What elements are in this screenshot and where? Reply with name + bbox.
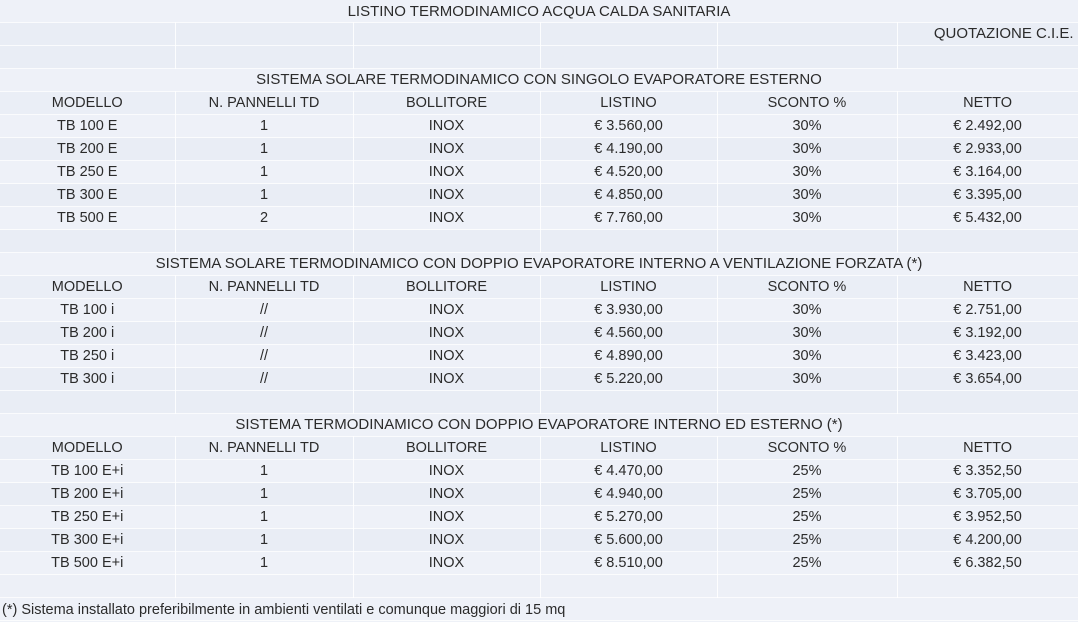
spacer-cell — [897, 230, 1078, 253]
table-row — [0, 138, 1078, 161]
section-title-cell — [0, 414, 1078, 437]
table-row — [0, 506, 1078, 529]
cell-netto: € 3.952,50 — [897, 506, 1078, 529]
cell-netto: € 5.432,00 — [897, 207, 1078, 230]
spacer-row — [0, 575, 1078, 598]
cell-n-pannelli-td: 1 — [175, 161, 353, 184]
spacer-cell — [175, 391, 353, 414]
cell-bollitore: INOX — [353, 299, 540, 322]
cell-n-pannelli-td: // — [175, 345, 353, 368]
cell-sconto: 30% — [717, 184, 897, 207]
document-title-cell — [0, 0, 1078, 23]
column-header-3: LISTINO — [540, 92, 717, 115]
cell-netto: € 6.382,50 — [897, 552, 1078, 575]
column-header-4: SCONTO % — [717, 437, 897, 460]
cell-modello: TB 300 E+i — [0, 529, 175, 552]
cell-sconto: 30% — [717, 161, 897, 184]
footnote-text: (*) Sistema installato preferibilmente in ambienti ventilati e comunque maggiori di 15 mq — [2, 602, 566, 618]
cell-netto: € 2.933,00 — [897, 138, 1078, 161]
cell-sconto: 30% — [717, 207, 897, 230]
cell-n-pannelli-td: 1 — [175, 529, 353, 552]
table-row — [0, 460, 1078, 483]
cell-bollitore: INOX — [353, 483, 540, 506]
cell-listino: € 4.940,00 — [540, 483, 717, 506]
cell-n-pannelli-td: // — [175, 322, 353, 345]
cell-netto: € 2.492,00 — [897, 115, 1078, 138]
table-row — [0, 207, 1078, 230]
cell-bollitore: INOX — [353, 161, 540, 184]
quotation-cell — [897, 23, 1078, 46]
column-header-row — [0, 437, 1078, 460]
cell-sconto: 25% — [717, 483, 897, 506]
column-header-1: N. PANNELLI TD — [175, 437, 353, 460]
section-title-row — [0, 253, 1078, 276]
cell-bollitore: INOX — [353, 184, 540, 207]
cell-sconto: 25% — [717, 460, 897, 483]
spacer-cell — [0, 46, 175, 69]
spacer-row — [0, 46, 1078, 69]
spacer-cell — [0, 230, 175, 253]
column-header-row — [0, 92, 1078, 115]
cell-modello: TB 200 i — [0, 322, 175, 345]
cell-netto: € 3.423,00 — [897, 345, 1078, 368]
cell-listino: € 4.470,00 — [540, 460, 717, 483]
cell-sconto: 30% — [717, 345, 897, 368]
cell-netto: € 4.200,00 — [897, 529, 1078, 552]
cell-listino: € 5.270,00 — [540, 506, 717, 529]
cell-modello: TB 500 E+i — [0, 552, 175, 575]
cell-netto: € 3.352,50 — [897, 460, 1078, 483]
column-header-5: NETTO — [897, 437, 1078, 460]
spacer-cell — [353, 46, 540, 69]
cell-n-pannelli-td: 1 — [175, 184, 353, 207]
cell-sconto: 30% — [717, 368, 897, 391]
cell-listino: € 4.520,00 — [540, 161, 717, 184]
quotation-spacer-cell — [540, 23, 717, 46]
quotation-spacer-cell — [353, 23, 540, 46]
cell-bollitore: INOX — [353, 506, 540, 529]
table-row — [0, 345, 1078, 368]
cell-modello: TB 300 E — [0, 184, 175, 207]
column-header-0: MODELLO — [0, 276, 175, 299]
table-row — [0, 161, 1078, 184]
spacer-cell — [897, 46, 1078, 69]
quotation-spacer-cell — [0, 23, 175, 46]
page-title: LISTINO TERMODINAMICO ACQUA CALDA SANITARIA — [347, 3, 731, 20]
section-title-row — [0, 414, 1078, 437]
document-title-row — [0, 0, 1078, 23]
column-header-5: NETTO — [897, 276, 1078, 299]
cell-bollitore: INOX — [353, 115, 540, 138]
spacer-cell — [540, 46, 717, 69]
cell-netto: € 2.751,00 — [897, 299, 1078, 322]
cell-bollitore: INOX — [353, 552, 540, 575]
cell-sconto: 30% — [717, 138, 897, 161]
cell-n-pannelli-td: // — [175, 368, 353, 391]
spacer-cell — [353, 575, 540, 598]
section-title-cell — [0, 69, 1078, 92]
quotation-row — [0, 23, 1078, 46]
section-title-cell — [0, 253, 1078, 276]
cell-listino: € 4.190,00 — [540, 138, 717, 161]
column-header-2: BOLLITORE — [353, 92, 540, 115]
cell-listino: € 8.510,00 — [540, 552, 717, 575]
cell-modello: TB 500 E — [0, 207, 175, 230]
section-title: SISTEMA SOLARE TERMODINAMICO CON SINGOLO EVAPORATORE ESTERNO — [256, 71, 822, 88]
cell-listino: € 4.560,00 — [540, 322, 717, 345]
cell-n-pannelli-td: 1 — [175, 138, 353, 161]
section-title: SISTEMA TERMODINAMICO CON DOPPIO EVAPORATORE INTERNO ED ESTERNO (*) — [235, 416, 843, 433]
table-row — [0, 115, 1078, 138]
column-header-3: LISTINO — [540, 276, 717, 299]
cell-listino: € 4.890,00 — [540, 345, 717, 368]
cell-netto: € 3.395,00 — [897, 184, 1078, 207]
spacer-cell — [717, 46, 897, 69]
spacer-row — [0, 230, 1078, 253]
cell-netto: € 3.705,00 — [897, 483, 1078, 506]
cell-sconto: 25% — [717, 529, 897, 552]
cell-listino: € 7.760,00 — [540, 207, 717, 230]
column-header-1: N. PANNELLI TD — [175, 92, 353, 115]
column-header-1: N. PANNELLI TD — [175, 276, 353, 299]
cell-modello: TB 250 E+i — [0, 506, 175, 529]
spacer-cell — [897, 391, 1078, 414]
cell-modello: TB 200 E — [0, 138, 175, 161]
spacer-row — [0, 391, 1078, 414]
column-header-2: BOLLITORE — [353, 276, 540, 299]
cell-listino: € 3.560,00 — [540, 115, 717, 138]
column-header-2: BOLLITORE — [353, 437, 540, 460]
spacer-cell — [353, 230, 540, 253]
section-title-row — [0, 69, 1078, 92]
quotation-label: QUOTAZIONE C.I.E. — [933, 25, 1074, 42]
column-header-5: NETTO — [897, 92, 1078, 115]
table-row — [0, 322, 1078, 345]
cell-sconto: 25% — [717, 552, 897, 575]
spacer-cell — [175, 575, 353, 598]
cell-modello: TB 100 E — [0, 115, 175, 138]
cell-modello: TB 250 E — [0, 161, 175, 184]
table-row — [0, 184, 1078, 207]
section-title: SISTEMA SOLARE TERMODINAMICO CON DOPPIO EVAPORATORE INTERNO A VENTILAZIONE FORZATA (*) — [155, 255, 923, 272]
cell-n-pannelli-td: 1 — [175, 460, 353, 483]
table-row — [0, 368, 1078, 391]
column-header-row — [0, 276, 1078, 299]
cell-listino: € 5.600,00 — [540, 529, 717, 552]
spacer-cell — [0, 575, 175, 598]
cell-bollitore: INOX — [353, 345, 540, 368]
cell-bollitore: INOX — [353, 207, 540, 230]
spacer-cell — [540, 575, 717, 598]
cell-listino: € 3.930,00 — [540, 299, 717, 322]
cell-modello: TB 300 i — [0, 368, 175, 391]
cell-bollitore: INOX — [353, 138, 540, 161]
table-row — [0, 529, 1078, 552]
column-header-0: MODELLO — [0, 437, 175, 460]
cell-sconto: 25% — [717, 506, 897, 529]
cell-modello: TB 200 E+i — [0, 483, 175, 506]
table-row — [0, 299, 1078, 322]
cell-n-pannelli-td: 1 — [175, 552, 353, 575]
spacer-cell — [540, 230, 717, 253]
cell-modello: TB 100 i — [0, 299, 175, 322]
cell-n-pannelli-td: 1 — [175, 115, 353, 138]
column-header-3: LISTINO — [540, 437, 717, 460]
spacer-cell — [717, 230, 897, 253]
cell-n-pannelli-td: 1 — [175, 506, 353, 529]
cell-bollitore: INOX — [353, 322, 540, 345]
spacer-cell — [175, 46, 353, 69]
quotation-spacer-cell — [175, 23, 353, 46]
cell-bollitore: INOX — [353, 460, 540, 483]
cell-modello: TB 250 i — [0, 345, 175, 368]
spacer-cell — [717, 575, 897, 598]
spacer-cell — [0, 391, 175, 414]
cell-netto: € 3.192,00 — [897, 322, 1078, 345]
spacer-cell — [897, 575, 1078, 598]
cell-n-pannelli-td: // — [175, 299, 353, 322]
cell-netto: € 3.654,00 — [897, 368, 1078, 391]
spacer-cell — [717, 391, 897, 414]
column-header-0: MODELLO — [0, 92, 175, 115]
table-row — [0, 552, 1078, 575]
cell-n-pannelli-td: 1 — [175, 483, 353, 506]
spacer-cell — [353, 391, 540, 414]
cell-listino: € 4.850,00 — [540, 184, 717, 207]
footnote-cell — [0, 598, 1078, 621]
cell-sconto: 30% — [717, 322, 897, 345]
footnote-row — [0, 598, 1078, 621]
cell-bollitore: INOX — [353, 529, 540, 552]
column-header-4: SCONTO % — [717, 276, 897, 299]
cell-sconto: 30% — [717, 115, 897, 138]
quotation-spacer-cell — [717, 23, 897, 46]
cell-listino: € 5.220,00 — [540, 368, 717, 391]
table-row — [0, 483, 1078, 506]
cell-n-pannelli-td: 2 — [175, 207, 353, 230]
cell-bollitore: INOX — [353, 368, 540, 391]
spacer-cell — [540, 391, 717, 414]
column-header-4: SCONTO % — [717, 92, 897, 115]
spacer-cell — [175, 230, 353, 253]
cell-sconto: 30% — [717, 299, 897, 322]
cell-modello: TB 100 E+i — [0, 460, 175, 483]
cell-netto: € 3.164,00 — [897, 161, 1078, 184]
